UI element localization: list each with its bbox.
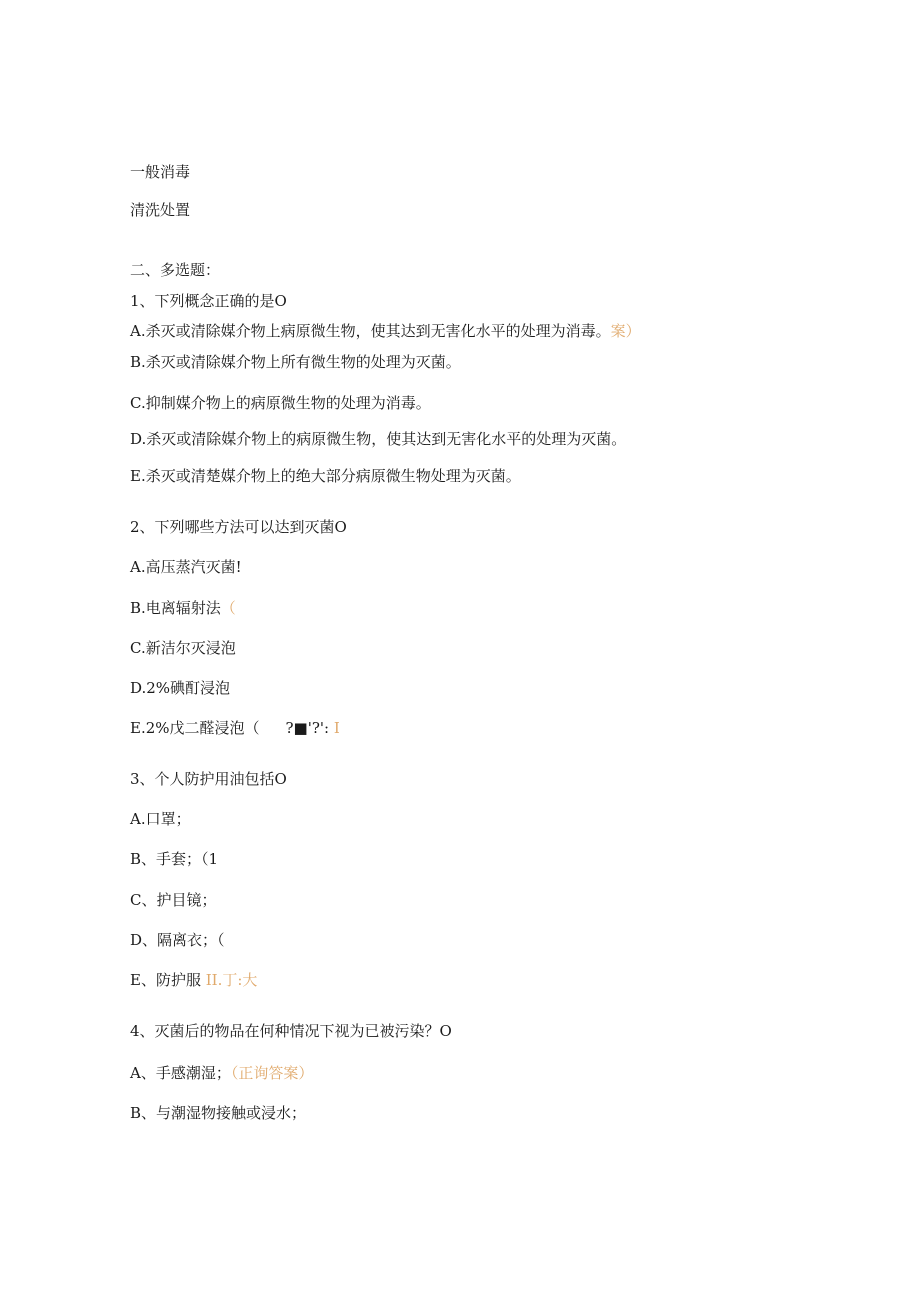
q4-option-a [130, 1063, 313, 1083]
option-text: B.电离辐射法 [130, 599, 221, 617]
garbled-text: ?■'?': [285, 719, 330, 737]
q3-option-b [130, 849, 218, 869]
option-text: D.杀灭或清除媒介物上的病原微生物，使其达到无害化水平的处理为灭菌。 [130, 430, 627, 448]
option-text: A.杀灭或清除媒介物上病原微生物，使其达到无害化水平的处理为消毒。 [130, 322, 611, 340]
option-text: B、手套；（1 [130, 850, 219, 868]
q4-option-b [130, 1103, 306, 1123]
q3-option-d [130, 930, 225, 950]
option-text: A.口罩； [130, 810, 191, 828]
q3-option-a [130, 809, 191, 829]
section-heading [130, 260, 220, 280]
q3-option-c [130, 890, 216, 910]
stem-text: 3、个人防护用油包括O [130, 770, 287, 788]
answer-note: （正询答案） [230, 1064, 314, 1082]
q1-option-b [130, 352, 461, 372]
line-text: 清洗处置 [130, 201, 191, 219]
question-1-stem [130, 291, 287, 311]
q2-option-a [130, 557, 242, 577]
option-text: E.杀灭或清楚媒介物上的绝大部分病原微生物处理为灭菌。 [130, 467, 521, 485]
answer-note: I [333, 719, 340, 737]
answer-note: II.丁:大 [205, 971, 258, 989]
question-2-stem [130, 517, 347, 537]
stem-text: 1、下列概念正确的是O [130, 292, 287, 310]
q3-option-e [130, 970, 257, 990]
q1-option-d [130, 429, 626, 449]
q2-option-c [130, 638, 236, 658]
question-3-stem [130, 769, 287, 789]
question-4-stem [130, 1021, 452, 1041]
heading-text: 二、多选题： [130, 261, 221, 279]
option-text: C.抑制媒介物上的病原微生物的处理为消毒。 [130, 394, 431, 412]
answer-note: 案） [610, 322, 641, 340]
option-text: E.2%戊二醛浸泡（ [130, 719, 260, 737]
q2-option-b [130, 598, 236, 618]
q2-option-d [130, 678, 230, 698]
option-text: B.杀灭或清除媒介物上所有微生物的处理为灭菌。 [130, 353, 461, 371]
text-line [130, 200, 190, 220]
q1-option-e [130, 466, 521, 486]
q1-option-c [130, 393, 431, 413]
option-text: B、与潮湿物接触或浸水； [130, 1104, 307, 1122]
stem-text: 2、下列哪些方法可以达到灭菌O [130, 518, 347, 536]
q1-option-a [130, 321, 641, 341]
option-text: A.高压蒸汽灭菌! [130, 558, 242, 576]
answer-note: （ [220, 599, 236, 617]
option-text: D.2%碘酊浸泡 [130, 679, 231, 697]
option-text: D、隔离衣；（ [130, 931, 225, 949]
option-text: C.新洁尔灭浸泡 [130, 639, 236, 657]
stem-text: 4、灭菌后的物品在何种情况下视为已被污染？O [130, 1022, 452, 1040]
text-line [130, 162, 190, 182]
option-text: E、防护服 [130, 971, 201, 989]
line-text: 一般消毒 [130, 163, 191, 181]
q2-option-e [130, 718, 340, 738]
option-text: C、护目镜； [130, 891, 217, 909]
option-text: A、手感潮湿； [130, 1064, 231, 1082]
